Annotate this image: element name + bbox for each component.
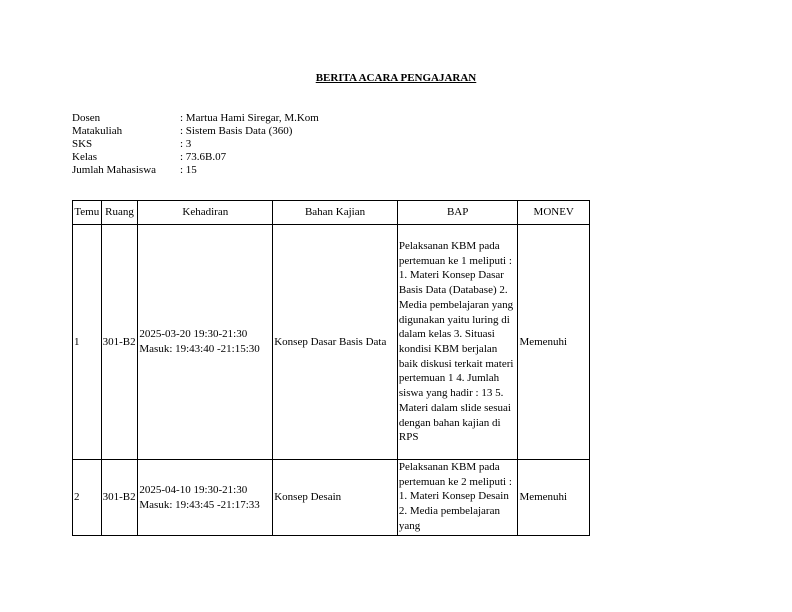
meta-value: : 15 xyxy=(180,164,197,176)
meta-row-kelas xyxy=(72,151,319,164)
cell-kehadiran xyxy=(138,225,273,460)
bap-text: Pelaksanan KBM pada pertemuan ke 2 meliputi : 1. Materi Konsep Desain 2. Media pembelajaran yang xyxy=(398,461,512,532)
page-title: BERITA ACARA PENGAJARAN xyxy=(315,72,477,84)
meta-label: Jumlah Mahasiswa xyxy=(72,164,157,176)
meta-info xyxy=(72,112,319,177)
meta-row-sks xyxy=(72,138,319,151)
cell-bap: Pelaksanan KBM pada pertemuan ke 1 meliputi : 1. Materi Konsep Dasar Basis Data (Database) 2. Media pembelajaran yang digunakan yaitu luring di dalam kelas 3. Situasi kondisi KBM berjalan baik diskusi terkait materi pertemuan 1 4. Jumlah siswa yang hadir : 13 5. Materi dalam slide sesuai dengan bahan kajian di RPS xyxy=(397,225,518,460)
cell-bahan-kajian: Konsep Desain xyxy=(273,460,398,536)
meta-row-jumlah-mahasiswa xyxy=(72,164,319,177)
cell-bahan-kajian: Konsep Dasar Basis Data xyxy=(273,225,398,460)
meta-value: : 73.6B.07 xyxy=(180,151,227,163)
meta-value: : Martua Hami Siregar, M.Kom xyxy=(180,112,319,124)
cell-kehadiran xyxy=(138,460,273,536)
cell-ruang: 301-B2 xyxy=(101,225,138,460)
meta-value: : 3 xyxy=(180,138,192,150)
header-bap: BAP xyxy=(397,201,518,225)
kehadiran-schedule: 2025-03-20 19:30-21:30 xyxy=(139,328,248,341)
cell-temu: 2 xyxy=(73,460,102,536)
meta-label: Kelas xyxy=(72,151,98,163)
meta-label: Dosen xyxy=(72,112,101,124)
cell-monev: Memenuhi xyxy=(518,460,590,536)
header-temu: Temu xyxy=(73,201,102,225)
cell-monev: Memenuhi xyxy=(518,225,590,460)
header-ruang: Ruang xyxy=(101,201,138,225)
meta-row-dosen xyxy=(72,112,319,125)
cell-bap xyxy=(397,460,518,536)
cell-ruang: 301-B2 xyxy=(101,460,138,536)
kehadiran-masuk: Masuk: 19:43:45 -21:17:33 xyxy=(139,498,260,511)
kehadiran-masuk: Masuk: 19:43:40 -21:15:30 xyxy=(139,343,260,355)
meta-label: Matakuliah xyxy=(72,125,123,137)
table-row xyxy=(73,225,590,460)
bap-table xyxy=(72,200,590,536)
header-monev: MONEV xyxy=(518,201,590,225)
meta-label: SKS xyxy=(72,138,93,150)
kehadiran-schedule: 2025-04-10 19:30-21:30 xyxy=(139,483,248,496)
meta-row-matakuliah xyxy=(72,125,319,138)
header-kehadiran: Kehadiran xyxy=(138,201,273,225)
cell-temu: 1 xyxy=(73,225,102,460)
table-row xyxy=(73,460,590,536)
table-header-row xyxy=(73,201,590,225)
meta-value: : Sistem Basis Data (360) xyxy=(180,125,293,137)
header-bahan-kajian: Bahan Kajian xyxy=(273,201,398,225)
